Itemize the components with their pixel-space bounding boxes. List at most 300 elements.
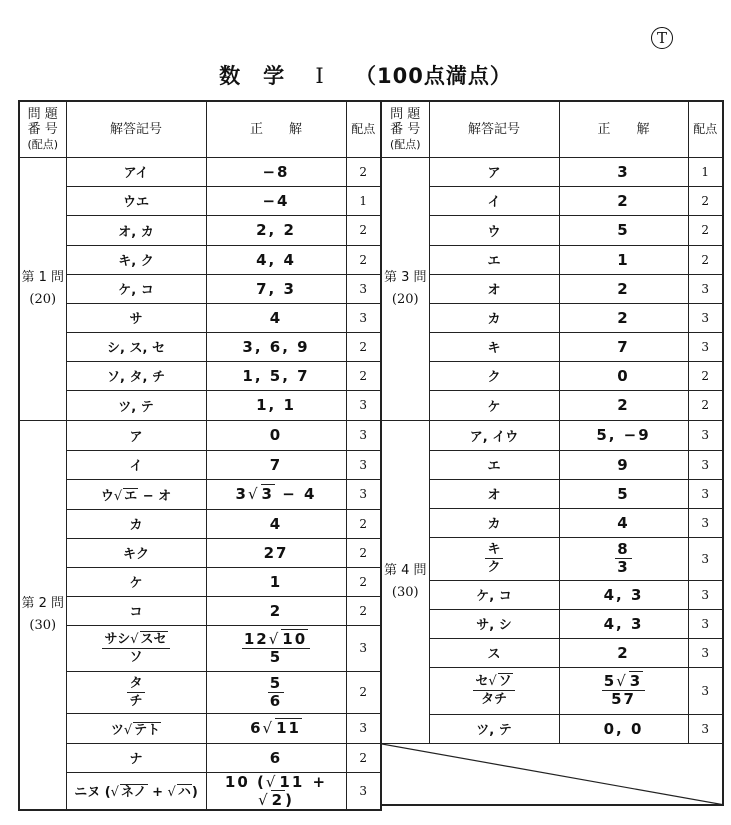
table-row xyxy=(19,772,381,810)
answer-cell xyxy=(559,667,688,714)
denominator xyxy=(270,693,282,710)
text-part: ツ, テ xyxy=(118,399,154,415)
text-part: イ xyxy=(129,459,143,474)
answer-cell xyxy=(206,303,346,332)
score-cell: 3 xyxy=(688,714,723,743)
fraction xyxy=(242,631,310,666)
text-part: 8 xyxy=(617,540,630,558)
header-points-wrap xyxy=(382,137,429,152)
text-part: アイ xyxy=(123,166,149,181)
answer-cell xyxy=(559,303,688,332)
text-part: 4 xyxy=(617,513,630,532)
text-part: 4, 3 xyxy=(603,614,644,633)
fraction xyxy=(102,631,169,666)
text-part: ツ xyxy=(110,722,124,738)
text-part: 0 xyxy=(269,426,283,444)
sqrt-radicand: 2 xyxy=(271,790,285,809)
text-part: セ xyxy=(475,674,489,689)
text-part: ケ xyxy=(129,576,143,591)
text-part: エ xyxy=(487,459,501,474)
question-points: (20) xyxy=(29,291,57,307)
text-part: ウ xyxy=(100,488,114,504)
fraction xyxy=(268,675,284,710)
table-row xyxy=(381,420,723,450)
question-cell xyxy=(381,420,429,743)
table-row xyxy=(381,274,723,303)
header-question-label: 問 題 xyxy=(27,106,58,122)
text-part: カ xyxy=(129,518,143,533)
symbol-cell xyxy=(66,332,206,361)
table-row xyxy=(19,479,381,509)
text-part: シ, ス, セ xyxy=(107,341,165,356)
text-part: ソ, タ, チ xyxy=(107,370,165,385)
table-row xyxy=(19,625,381,671)
symbol-cell xyxy=(66,596,206,625)
text-part: 6 xyxy=(269,691,283,710)
crossed-out-cell xyxy=(381,743,723,805)
score-cell: 3 xyxy=(346,390,381,420)
text-part: キ xyxy=(487,542,501,557)
score-cell: 3 xyxy=(688,638,723,667)
symbol-cell xyxy=(429,667,559,714)
text-part: 2, 2 xyxy=(256,221,296,239)
title-level: Ⅰ xyxy=(315,64,325,88)
table-row xyxy=(381,580,723,609)
table-row xyxy=(19,420,381,450)
symbol-cell xyxy=(429,332,559,361)
symbol-cell xyxy=(66,245,206,274)
empty-row xyxy=(381,743,723,805)
table-row xyxy=(381,186,723,215)
symbol-cell xyxy=(66,538,206,567)
answer-cell xyxy=(206,671,346,713)
table-row xyxy=(381,361,723,390)
score-cell: 2 xyxy=(346,215,381,245)
denominator xyxy=(487,559,500,576)
table-row xyxy=(381,714,723,743)
sqrt-sign: √ xyxy=(616,672,628,690)
sqrt-radicand: 10 xyxy=(282,629,308,648)
answer-cell xyxy=(206,361,346,390)
score-cell: 3 xyxy=(688,609,723,638)
header-symbol: 解答記号 xyxy=(429,101,559,157)
text-part: サ, シ xyxy=(476,618,512,633)
text-part: 6 xyxy=(250,719,263,737)
text-part: − 4 xyxy=(274,485,317,503)
table-row xyxy=(19,157,381,186)
answer-cell xyxy=(559,420,688,450)
sqrt-radicand: ネノ xyxy=(120,785,147,800)
numerator xyxy=(268,675,284,693)
denominator xyxy=(617,559,629,576)
answer-cell xyxy=(559,245,688,274)
score-cell: 3 xyxy=(346,713,381,743)
symbol-cell xyxy=(429,245,559,274)
symbol-cell xyxy=(429,420,559,450)
text-part: 2 xyxy=(617,308,630,327)
text-part: ウ xyxy=(487,224,501,240)
text-part: オ, カ xyxy=(118,224,154,240)
text-part: エ xyxy=(487,254,501,269)
table-row xyxy=(19,303,381,332)
text-part: 2 xyxy=(617,191,630,210)
score-cell: 2 xyxy=(688,186,723,215)
score-cell: 2 xyxy=(346,567,381,596)
denominator xyxy=(129,649,142,666)
score-cell: 2 xyxy=(688,215,723,245)
question-cell xyxy=(19,420,66,810)
sqrt-sign: √ xyxy=(258,790,270,809)
answer-table-right xyxy=(380,100,724,806)
answer-cell xyxy=(206,332,346,361)
score-cell: 3 xyxy=(346,772,381,810)
header-question-points: (配点) xyxy=(27,137,59,151)
title-points: （100点満点） xyxy=(355,64,512,88)
table-row xyxy=(381,508,723,537)
diagonal-line xyxy=(382,744,722,805)
score-cell: 2 xyxy=(346,245,381,274)
numerator xyxy=(485,541,502,559)
score-cell: 2 xyxy=(346,509,381,538)
header-symbol: 解答記号 xyxy=(66,101,206,157)
text-part: 9 xyxy=(617,455,630,474)
text-part: ニヌ ( xyxy=(74,785,111,800)
sqrt-sign: √ xyxy=(262,719,275,737)
table-row xyxy=(381,537,723,580)
header-points-wrap xyxy=(20,137,66,152)
answer-cell xyxy=(559,157,688,186)
text-part: イ xyxy=(487,195,501,210)
symbol-cell xyxy=(429,537,559,580)
answer-cell xyxy=(559,186,688,215)
text-part: 12 xyxy=(243,629,269,648)
question-label: 第 4 問 xyxy=(383,562,427,578)
question-label: 第 1 問 xyxy=(21,269,65,285)
question-cell xyxy=(381,157,429,420)
answer-cell xyxy=(206,509,346,538)
sqrt-radicand: エ xyxy=(124,488,138,504)
table-row xyxy=(19,671,381,713)
table-row xyxy=(19,361,381,390)
table-row xyxy=(19,596,381,625)
text-part: 10 ( xyxy=(224,772,266,791)
table-row xyxy=(19,567,381,596)
symbol-cell xyxy=(429,303,559,332)
text-part: − オ xyxy=(138,488,172,504)
numerator xyxy=(602,673,645,691)
text-part: ケ, コ xyxy=(118,283,154,298)
table-row xyxy=(19,538,381,567)
text-part: キク xyxy=(122,547,149,562)
score-cell: 3 xyxy=(346,479,381,509)
sqrt-sign: √ xyxy=(130,631,139,647)
score-cell: 3 xyxy=(688,274,723,303)
answer-cell xyxy=(559,638,688,667)
header-answer: 正 解 xyxy=(206,101,346,157)
text-part: 27 xyxy=(263,543,289,562)
text-part: カ xyxy=(487,312,501,327)
table-row xyxy=(19,186,381,215)
answer-cell xyxy=(559,714,688,743)
table-row xyxy=(19,390,381,420)
sqrt-sign: √ xyxy=(265,772,278,791)
text-part: チ xyxy=(129,693,143,709)
score-cell: 3 xyxy=(688,479,723,508)
text-part: ケ xyxy=(487,399,501,415)
table-row xyxy=(19,274,381,303)
text-part: タチ xyxy=(480,692,507,707)
symbol-cell xyxy=(66,671,206,713)
sqrt-radicand: 11 xyxy=(279,772,305,791)
score-cell: 3 xyxy=(688,332,723,361)
text-part: ケ, コ xyxy=(476,589,512,604)
table-row xyxy=(19,450,381,479)
answer-cell xyxy=(206,157,346,186)
sqrt-radicand: テト xyxy=(134,722,161,738)
header-score: 配点 xyxy=(688,101,723,157)
question-points: (20) xyxy=(391,291,419,307)
text-part: 2 xyxy=(617,643,630,662)
answer-cell xyxy=(559,361,688,390)
score-cell: 2 xyxy=(346,538,381,567)
text-part: 7 xyxy=(269,455,283,474)
answer-cell xyxy=(206,274,346,303)
table-row xyxy=(19,509,381,538)
fraction xyxy=(127,675,144,710)
table-row xyxy=(381,215,723,245)
text-part: ア, イウ xyxy=(469,429,519,445)
table-row xyxy=(381,245,723,274)
symbol-cell xyxy=(66,743,206,772)
denominator xyxy=(481,691,507,708)
header-row xyxy=(19,101,381,157)
score-cell: 2 xyxy=(346,361,381,390)
header-question-points: (配点) xyxy=(389,137,421,151)
title-subject: 数 学 xyxy=(219,64,286,88)
sqrt-radicand: 11 xyxy=(276,719,301,737)
score-cell: 2 xyxy=(346,332,381,361)
text-part: タ xyxy=(129,675,143,691)
answer-cell xyxy=(559,609,688,638)
symbol-cell xyxy=(66,390,206,420)
symbol-cell xyxy=(429,479,559,508)
table-row xyxy=(381,479,723,508)
fraction xyxy=(485,541,502,576)
symbol-cell xyxy=(429,714,559,743)
symbol-cell xyxy=(66,509,206,538)
sqrt-radicand: ハ xyxy=(177,785,191,800)
text-part: カ xyxy=(487,517,501,532)
symbol-cell xyxy=(429,508,559,537)
text-part: 7, 3 xyxy=(256,279,296,298)
text-part: 5 xyxy=(617,221,630,239)
symbol-cell xyxy=(66,215,206,245)
score-cell: 3 xyxy=(346,303,381,332)
symbol-cell xyxy=(429,450,559,479)
text-part: 3 xyxy=(235,485,248,503)
header-question-label: 番 号 xyxy=(27,121,58,137)
text-part: 1, 5, 7 xyxy=(242,366,310,385)
table-row xyxy=(381,638,723,667)
text-part: コ xyxy=(129,605,143,620)
symbol-cell xyxy=(66,361,206,390)
question-points: (30) xyxy=(29,617,57,633)
numerator xyxy=(102,631,169,649)
score-cell: 2 xyxy=(688,245,723,274)
score-cell: 2 xyxy=(346,596,381,625)
symbol-cell xyxy=(66,479,206,509)
sqrt-sign: √ xyxy=(488,674,497,689)
text-part: 4 xyxy=(269,514,283,533)
score-cell: 3 xyxy=(688,580,723,609)
sqrt-sign: √ xyxy=(123,722,133,738)
header-question-label: 番 号 xyxy=(390,121,421,137)
score-cell: 3 xyxy=(346,625,381,671)
symbol-cell xyxy=(429,580,559,609)
text-part: + xyxy=(147,785,168,800)
text-part: ) xyxy=(285,790,294,809)
text-part: 3 xyxy=(617,162,630,181)
table-row xyxy=(19,245,381,274)
answer-cell xyxy=(206,479,346,509)
sqrt-sign: √ xyxy=(167,785,176,800)
answer-cell xyxy=(206,743,346,772)
text-part: 5 xyxy=(269,673,283,692)
symbol-cell xyxy=(66,625,206,671)
answer-cell xyxy=(206,567,346,596)
sqrt-radicand: 3 xyxy=(629,672,643,690)
score-cell: 1 xyxy=(688,157,723,186)
text-part: 0, 0 xyxy=(603,719,644,738)
score-cell: 2 xyxy=(346,743,381,772)
text-part: −4 xyxy=(262,191,290,210)
answer-cell xyxy=(206,245,346,274)
answer-cell xyxy=(206,390,346,420)
text-part: キ xyxy=(487,341,501,356)
answer-cell xyxy=(559,450,688,479)
symbol-cell xyxy=(429,609,559,638)
text-part: ウエ xyxy=(122,195,149,210)
text-part: 1 xyxy=(269,572,283,591)
answer-cell xyxy=(206,772,346,810)
text-part: 5 xyxy=(269,647,283,666)
symbol-cell xyxy=(429,638,559,667)
answer-key-mark-t: T xyxy=(651,27,673,49)
symbol-cell xyxy=(429,274,559,303)
table-row xyxy=(381,390,723,420)
answer-cell xyxy=(206,450,346,479)
sqrt-sign: √ xyxy=(113,488,123,504)
text-part: 4, 4 xyxy=(256,250,296,269)
answer-cell xyxy=(206,625,346,671)
text-part: −8 xyxy=(262,162,290,181)
text-part: ス xyxy=(487,647,501,662)
text-part: 4, 3 xyxy=(603,585,644,604)
answer-cell xyxy=(206,215,346,245)
table-row xyxy=(381,450,723,479)
text-part: キ, ク xyxy=(118,254,154,269)
header-question-label: 問 題 xyxy=(390,106,421,122)
symbol-cell xyxy=(429,215,559,245)
text-part: 5 xyxy=(617,484,630,503)
text-part: ソ xyxy=(129,649,143,665)
sqrt-radicand: ソ xyxy=(498,674,512,689)
score-cell: 3 xyxy=(688,537,723,580)
question-cell xyxy=(19,157,66,420)
answer-cell xyxy=(559,479,688,508)
sqrt-radicand: スセ xyxy=(140,631,167,647)
symbol-cell xyxy=(66,713,206,743)
text-part: ナ xyxy=(129,752,143,767)
symbol-cell xyxy=(66,567,206,596)
text-part: + xyxy=(305,772,328,791)
symbol-cell xyxy=(66,303,206,332)
question-label: 第 3 問 xyxy=(383,269,427,285)
table-row xyxy=(381,667,723,714)
score-cell: 1 xyxy=(346,186,381,215)
symbol-cell xyxy=(66,186,206,215)
text-part: ア xyxy=(487,166,501,181)
sqrt-radicand: 3 xyxy=(261,485,274,503)
sqrt-sign: √ xyxy=(247,485,260,503)
header-score: 配点 xyxy=(346,101,381,157)
numerator xyxy=(242,631,310,649)
answer-table-left xyxy=(18,100,382,811)
text-part: 1 xyxy=(617,250,630,269)
text-part: 57 xyxy=(611,690,636,708)
symbol-cell xyxy=(429,361,559,390)
text-part: サ xyxy=(129,312,143,327)
sqrt-sign: √ xyxy=(268,629,281,648)
text-part: 5, −9 xyxy=(596,426,651,444)
text-part: ク xyxy=(487,560,501,575)
score-cell: 3 xyxy=(688,667,723,714)
question-points: (30) xyxy=(391,584,419,600)
header-question xyxy=(381,101,429,157)
header-row xyxy=(381,101,723,157)
text-part: サシ xyxy=(104,631,131,647)
score-cell: 3 xyxy=(688,508,723,537)
score-cell: 3 xyxy=(346,274,381,303)
score-cell: 3 xyxy=(688,420,723,450)
numerator xyxy=(473,673,514,691)
score-cell: 2 xyxy=(346,671,381,713)
answer-cell xyxy=(559,215,688,245)
table-row xyxy=(19,743,381,772)
answer-cell xyxy=(559,332,688,361)
score-cell: 2 xyxy=(688,390,723,420)
symbol-cell xyxy=(429,186,559,215)
numerator xyxy=(615,541,631,559)
score-cell: 3 xyxy=(346,450,381,479)
symbol-cell xyxy=(66,450,206,479)
text-part: 4 xyxy=(269,308,283,327)
text-part: 2 xyxy=(617,279,630,298)
text-part: 5 xyxy=(603,672,617,690)
table-row xyxy=(381,332,723,361)
symbol-cell xyxy=(429,390,559,420)
answer-cell xyxy=(206,538,346,567)
text-part: オ xyxy=(487,488,501,503)
symbol-cell xyxy=(66,772,206,810)
answer-cell xyxy=(206,420,346,450)
answer-cell xyxy=(559,508,688,537)
numerator xyxy=(127,675,144,693)
answer-cell xyxy=(206,713,346,743)
text-part: 0 xyxy=(617,366,630,385)
text-part: 3, 6, 9 xyxy=(242,337,310,356)
score-cell: 3 xyxy=(346,420,381,450)
